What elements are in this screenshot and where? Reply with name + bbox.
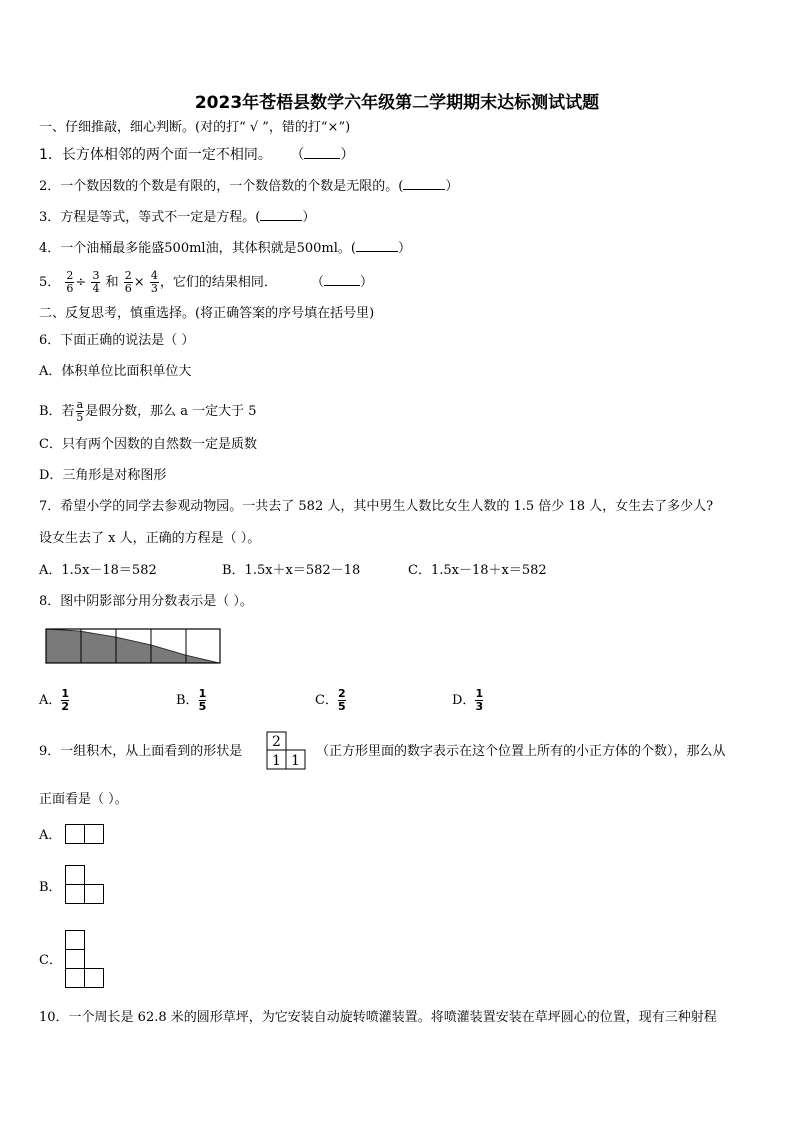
answer-blank[interactable] [260, 208, 302, 221]
q9-option-c-figure[interactable] [65, 930, 105, 990]
fraction: $\frac{1}{5}$ [198, 687, 207, 713]
question-3: 3．方程是等式，等式不一定是方程。( ） [39, 210, 316, 225]
q8-option-d[interactable]: D． $\frac{1}{3}$ [452, 687, 484, 713]
question-9-post: （正方形里面的数字表示在这个位置上所有的小正方体的个数），那么从 [316, 744, 726, 759]
fraction: $\frac{2}{6}$ [124, 269, 132, 295]
question-1: 1．长方体相邻的两个面一定不相同。 （ ） [39, 147, 355, 163]
q8-option-c[interactable]: C． $\frac{2}{5}$ [315, 687, 346, 713]
fraction: $\frac{a}{5}$ [76, 398, 84, 424]
question-9-line2: 正面看是（ ）。 [39, 792, 128, 807]
grid-top-value: 2 [272, 734, 281, 750]
shaded-bar-figure [45, 628, 223, 666]
q6-option-d[interactable]: D．三角形是对称图形 [39, 468, 167, 483]
fraction: $\frac{2}{6}$ [66, 269, 74, 295]
question-9-pre: 9．一组积木，从上面看到的形状是 [39, 744, 243, 759]
q9-option-c-label[interactable]: C． [39, 953, 62, 968]
section2-heading: 二、反复思考，慎重选择。(将正确答案的序号填在括号里) [39, 306, 375, 321]
answer-blank[interactable] [324, 273, 360, 286]
q6-option-a[interactable]: A．体积单位比面积单位大 [39, 364, 192, 379]
fraction: $\frac{2}{5}$ [337, 687, 346, 713]
q7-option-c[interactable]: C．1.5x－18＋x＝582 [408, 563, 547, 578]
q7-option-b[interactable]: B．1.5x＋x＝582－18 [222, 563, 361, 578]
top-view-grid [266, 731, 308, 771]
question-7-line2: 设女生去了 x 人，正确的方程是（ ）。 [39, 531, 261, 546]
answer-blank[interactable] [356, 239, 398, 252]
q9-option-b-label[interactable]: B． [39, 880, 62, 895]
answer-blank[interactable] [403, 177, 445, 190]
q9-option-a-label[interactable]: A． [39, 828, 62, 843]
question-5: 5． $\frac{2}{6}$ ÷ $\frac{3}{4}$ 和 $\frac{2}{6}$ × $\frac{4}{3}$ ，它们的结果相同． （ ） [39, 269, 373, 295]
shaded-region [46, 629, 219, 663]
grid-bottom-right-value: 1 [291, 753, 300, 769]
question-10: 10．一个周长是 62.8 米的圆形草坪，为它安装自动旋转喷灌装置。将喷灌装置安装在草坪圆心的位置，现有三种射程 [39, 1010, 717, 1025]
q8-option-b[interactable]: B． $\frac{1}{5}$ [176, 687, 207, 713]
question-4: 4．一个油桶最多能盛500ml油，其体积就是500ml。( ） [39, 241, 411, 256]
question-8-stem: 8．图中阴影部分用分数表示是（ ）。 [39, 594, 253, 609]
q9-option-b-figure[interactable] [65, 865, 105, 906]
question-7-line1: 7．希望小学的同学去参观动物园。一共去了 582 人，其中男生人数比女生人数的 1.5 倍少 18 人，女生去了多少人? [39, 499, 714, 514]
grid-bottom-left-value: 1 [272, 753, 281, 769]
fraction: $\frac{1}{3}$ [475, 687, 484, 713]
section1-heading: 一、仔细推敲，细心判断。(对的打“ √ ”，错的打“×”) [39, 120, 351, 135]
fraction: $\frac{1}{2}$ [61, 687, 70, 713]
page-title: 2023年苍梧县数学六年级第二学期期末达标测试试题 [194, 93, 600, 113]
q6-option-b[interactable]: B．若 $\frac{a}{5}$ 是假分数，那么 a 一定大于 5 [39, 398, 257, 424]
question-6-stem: 6．下面正确的说法是（ ） [39, 333, 195, 348]
question-2: 2．一个数因数的个数是有限的，一个数倍数的个数是无限的。( ） [39, 179, 459, 194]
q8-option-a[interactable]: A． $\frac{1}{2}$ [39, 687, 70, 713]
question-1-text: 1．长方体相邻的两个面一定不相同。 [39, 147, 272, 163]
q6-option-c[interactable]: C．只有两个因数的自然数一定是质数 [39, 437, 257, 452]
fraction: $\frac{3}{4}$ [92, 269, 100, 295]
fraction: $\frac{4}{3}$ [150, 269, 158, 295]
q9-option-a-figure[interactable] [65, 824, 105, 846]
q7-option-a[interactable]: A．1.5x－18＝582 [39, 563, 157, 578]
answer-blank[interactable] [304, 146, 340, 159]
